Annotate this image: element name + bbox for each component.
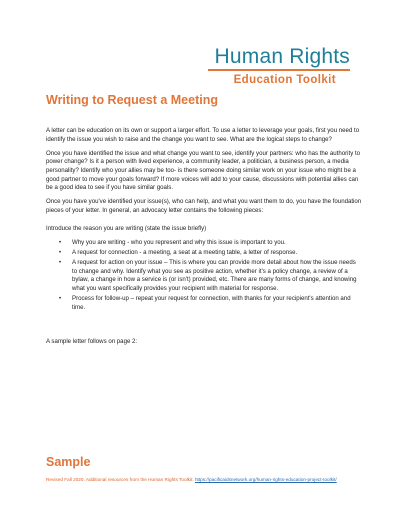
intro-line: Introduce the reason you are writing (state the issue briefly) bbox=[46, 224, 207, 232]
toolkit-logo bbox=[190, 46, 350, 86]
bullet-icon: • bbox=[59, 239, 62, 246]
paragraph-foundation: Once you have you've identified your issue(s), who can help, and what you want them to do, you have the foundation pieces of your letter. In general, an advocacy letter contains the following pieces: bbox=[46, 198, 362, 214]
footer-text: Revised Fall 2020. Additional resources from the Human Rights Toolkit: bbox=[46, 477, 195, 482]
list-item-text: A request for action on your issue – This is where you can provide more detail about how the issue needs to change and why. Identify what you see as positive action, whether it's a policy change, a review of a bylaw, a change in how a service is (or isn't) provided, etc. There are many forms of change, and knowing what you want specifically provides your recipient with material for response. bbox=[72, 259, 357, 292]
document-body bbox=[46, 127, 362, 352]
logo-title: Human Rights bbox=[214, 45, 350, 68]
list-item-text: A request for connection - a meeting, a seat at a meeting table, a letter of response. bbox=[72, 248, 298, 256]
list-item bbox=[46, 295, 362, 312]
page-title: Writing to Request a Meeting bbox=[46, 93, 218, 107]
paragraph-partners: Once you have identified the issue and what change you want to see, identify your partners: who has the authority to power change? Is it a person with lived experience, a community leader, a politician, a business person, a media personality? Identify who your allies may be too- is there someone doing similar work on your issue who might be a good partner to move your goals forward? If more voices will add to your cause, discussions with potential allies can be a good idea to see if you have similar goals. bbox=[46, 149, 361, 192]
list-item bbox=[46, 259, 362, 293]
footer-link[interactable]: https://pacificaidsnetwork.org/human-rights-education-project-toolkit/ bbox=[194, 477, 337, 482]
list-item-text: Why you are writing - who you represent and why this issue is important to you. bbox=[72, 238, 286, 246]
bullet-icon: • bbox=[59, 260, 62, 267]
paragraph-intro: A letter can be education on its own or support a larger effort. To use a letter to leverage your goals, first you need to identify the issue you wish to raise and the change you want to see. What are the logical steps to change? bbox=[46, 127, 360, 143]
logo-divider bbox=[208, 69, 350, 71]
logo-subtitle: Education Toolkit bbox=[233, 74, 336, 86]
list-item bbox=[46, 239, 362, 248]
letter-pieces-list bbox=[46, 239, 362, 313]
bullet-icon: • bbox=[59, 249, 62, 256]
list-item bbox=[46, 249, 362, 258]
list-item-text: Process for follow-up – repeat your request for connection, with thanks for your recipient's attention and time. bbox=[72, 295, 351, 311]
bullet-icon: • bbox=[59, 296, 62, 303]
footer-note bbox=[46, 477, 346, 483]
sample-heading: Sample bbox=[46, 455, 91, 469]
closing-line: A sample letter follows on page 2: bbox=[46, 338, 138, 346]
